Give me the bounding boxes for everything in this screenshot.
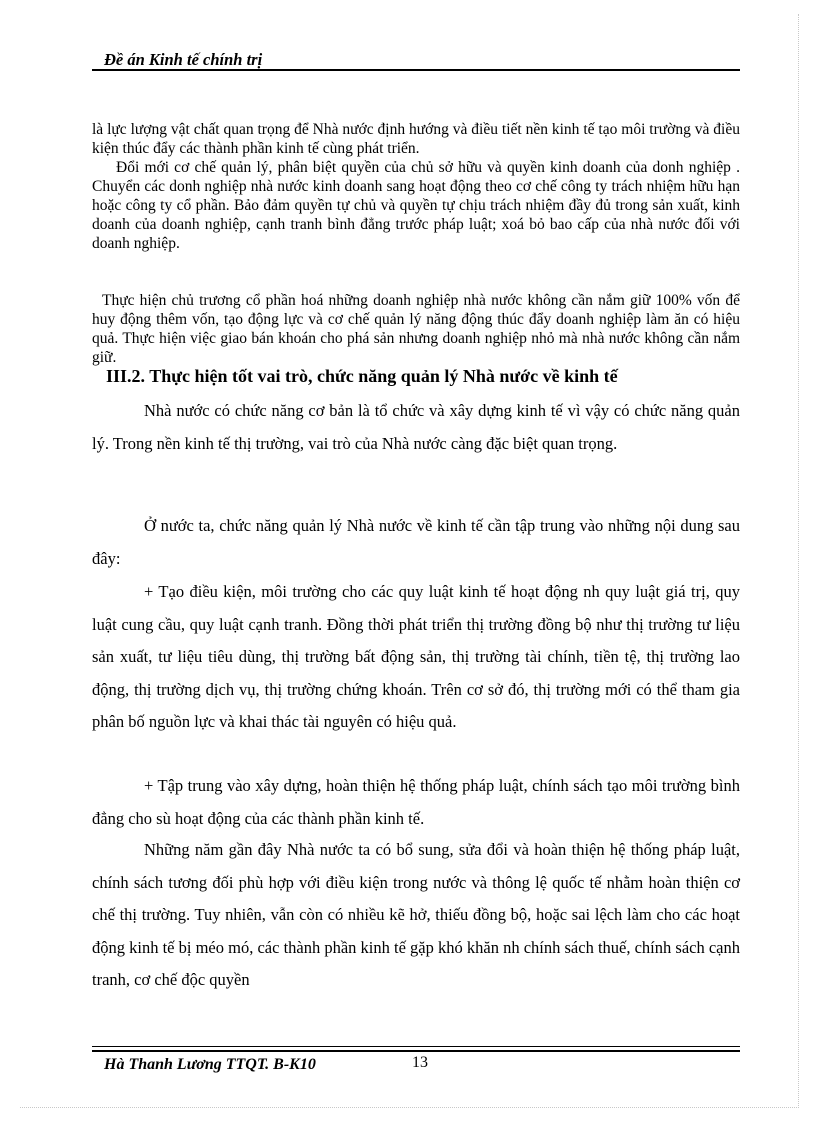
footer-author: Hà Thanh Lương TTQT. B-K10 (104, 1056, 316, 1073)
paragraph-text: là lực lượng vật chất quan trọng để Nhà nước định hướng và điều tiết nền kinh tế tạo môi trường và điều kiện thúc đẩy các thành phần kinh tế cùng phát triển. (92, 121, 740, 157)
paragraph-text: Thực hiện chủ trương cổ phần hoá những doanh nghiệp nhà nước không cần nắm giữ 100% vốn để huy động thêm vốn, tạo động lực và cơ chế quản lý năng động thúc đẩy doanh nghiệp làm ăn có hiệu quả. Thực hiện việc giao bán khoán cho phá sản nhưng doanh nghiệp nhỏ mà nhà nước không cần nắm giữ. (92, 292, 740, 366)
body-paragraph-4 (92, 770, 740, 835)
paragraph-text: + Tập trung vào xây dựng, hoàn thiện hệ thống pháp luật, chính sách tạo môi trường bình đẳng cho sù hoạt động của các thành phần kinh tế. (92, 776, 740, 828)
paragraph-text: Những năm gần đây Nhà nước ta có bổ sung, sửa đổi và hoàn thiện hệ thống pháp luật, chính sách tương đối phù hợp với điều kiện trong nước và thông lệ quốc tế nhằm hoàn thiện cơ chế thị trường. Tuy nhiên, vẫn còn có nhiều kẽ hở, thiếu đồng bộ, hoặc sai lệch làm cho các hoạt động kinh tế bị méo mó, các thành phần kinh tế gặp khó khăn nh chính sách thuế, chính sách cạnh tranh, cơ chế độc quyền (92, 840, 740, 989)
paragraph-text: Ở nước ta, chức năng quản lý Nhà nước về kinh tế cần tập trung vào những nội dung sau đây: (92, 516, 740, 568)
body-paragraph-3 (92, 576, 740, 739)
section-heading: III.2. Thực hiện tốt vai trò, chức năng quản lý Nhà nước về kinh tế (106, 366, 618, 386)
footer-rule-thin (92, 1046, 740, 1047)
body-paragraph-5 (92, 834, 740, 997)
page-number: 13 (412, 1054, 428, 1071)
footer-rule-thick (92, 1050, 740, 1052)
header-rule (92, 69, 740, 71)
paragraph-text: + Tạo điều kiện, môi trường cho các quy luật kinh tế hoạt động nh quy luật giá trị, quy luật cung cầu, quy luật cạnh tranh. Đồng thời phát triển thị trường đồng bộ như thị trường tư liệu sản xuất, tư liệu tiêu dùng, thị trường bất động sản, thị trường tài chính, tiền tệ, thị trường lao động, thị trường dịch vụ, thị trường chứng khoán. Trên cơ sở đó, thị trường mới có thể tham gia phân bố nguồn lực và khai thác tài nguyên có hiệu quả. (92, 582, 740, 731)
paragraph-text: Đổi mới cơ chế quản lý, phân biệt quyền của chủ sở hữu và quyền kinh doanh của donh nghiệp . Chuyển các donh nghiệp nhà nước kinh doanh sang hoạt động theo cơ chế công ty trách nhiệm hữu hạn hoặc công ty cổ phần. Bảo đảm quyền tự chủ và quyền tự chịu trách nhiệm đầy đủ trong sản xuất, kinh doanh của doanh nghiệp, cạnh tranh bình đẳng trước pháp luật; xoá bỏ bao cấp của nhà nước đối với doanh nghiệp. (92, 159, 740, 252)
body-paragraph-1 (92, 395, 740, 460)
paragraph-text: Nhà nước có chức năng cơ bản là tổ chức và xây dựng kinh tế vì vậy có chức năng quản lý. Trong nền kinh tế thị trường, vai trò của Nhà nước càng đặc biệt quan trọng. (92, 401, 740, 453)
intro-paragraph-3 (92, 291, 740, 367)
body-paragraph-2 (92, 510, 740, 575)
intro-paragraph-1 (92, 120, 740, 158)
header-title: Đề án Kinh tế chính trị (104, 50, 263, 69)
intro-paragraph-2 (92, 158, 740, 253)
